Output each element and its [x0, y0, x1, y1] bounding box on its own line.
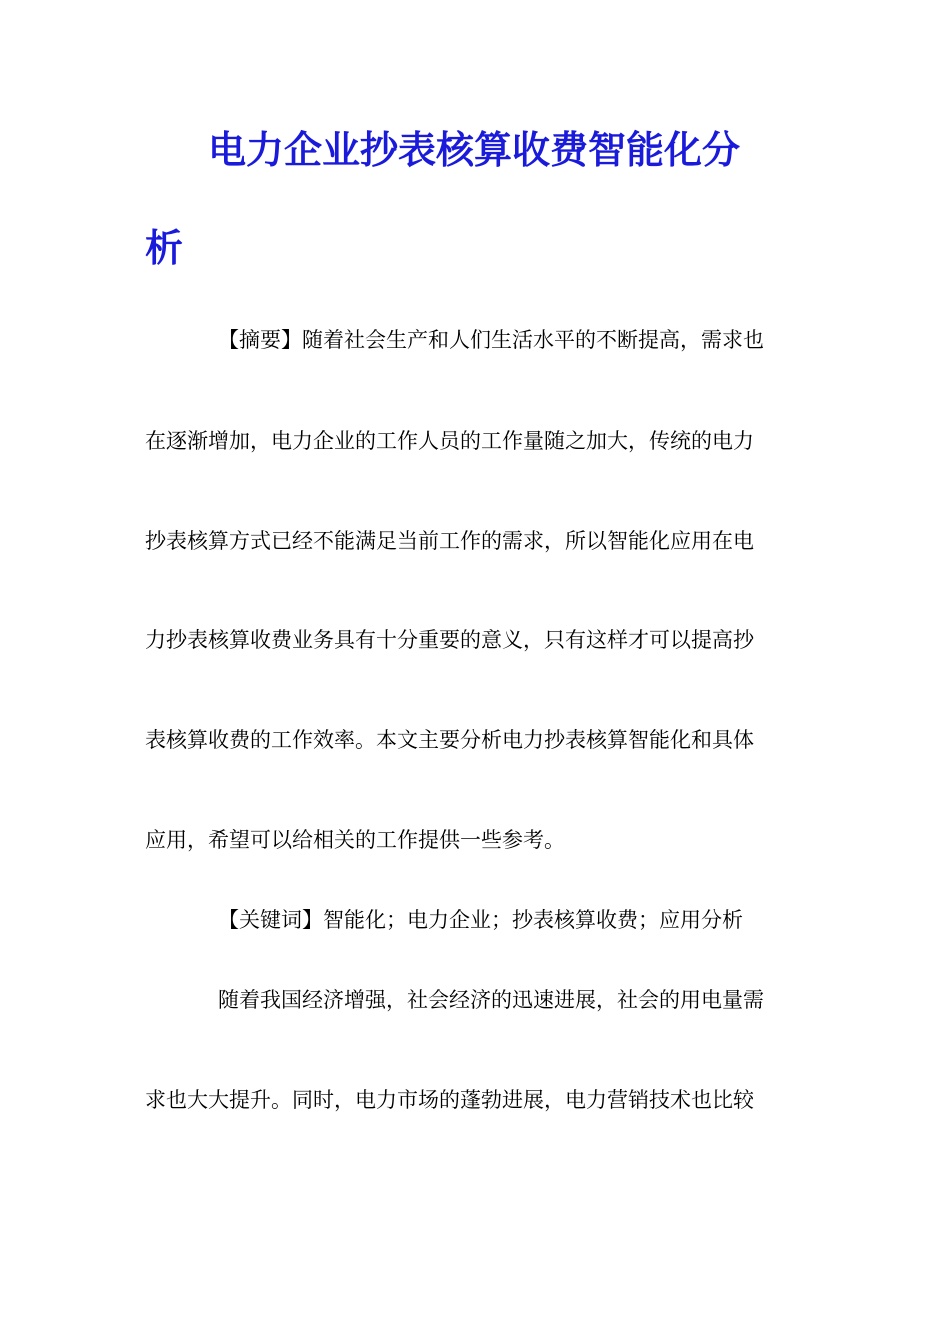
abstract-line-4: 力抄表核算收费业务具有十分重要的意义，只有这样才可以提高抄 — [145, 628, 754, 652]
body-line-2: 求也大大提升。同时，电力市场的蓬勃进展，电力营销技术也比较 — [145, 1088, 754, 1112]
abstract-line-3: 抄表核算方式已经不能满足当前工作的需求，所以智能化应用在电 — [145, 529, 754, 553]
keywords-line: 【关键词】智能化；电力企业；抄表核算收费；应用分析 — [218, 908, 743, 932]
abstract-line-5: 表核算收费的工作效率。本文主要分析电力抄表核算智能化和具体 — [145, 728, 754, 752]
abstract-line-1: 【摘要】随着社会生产和人们生活水平的不断提高，需求也 — [218, 328, 764, 352]
body-line-1: 随着我国经济增强，社会经济的迅速进展，社会的用电量需 — [218, 988, 764, 1012]
abstract-line-2: 在逐渐增加，电力企业的工作人员的工作量随之加大，传统的电力 — [145, 429, 754, 453]
abstract-line-6: 应用，希望可以给相关的工作提供一些参考。 — [145, 828, 565, 852]
document-title-line-1: 电力企业抄表核算收费智能化分 — [208, 127, 741, 172]
document-title-line-2: 析 — [145, 225, 184, 270]
